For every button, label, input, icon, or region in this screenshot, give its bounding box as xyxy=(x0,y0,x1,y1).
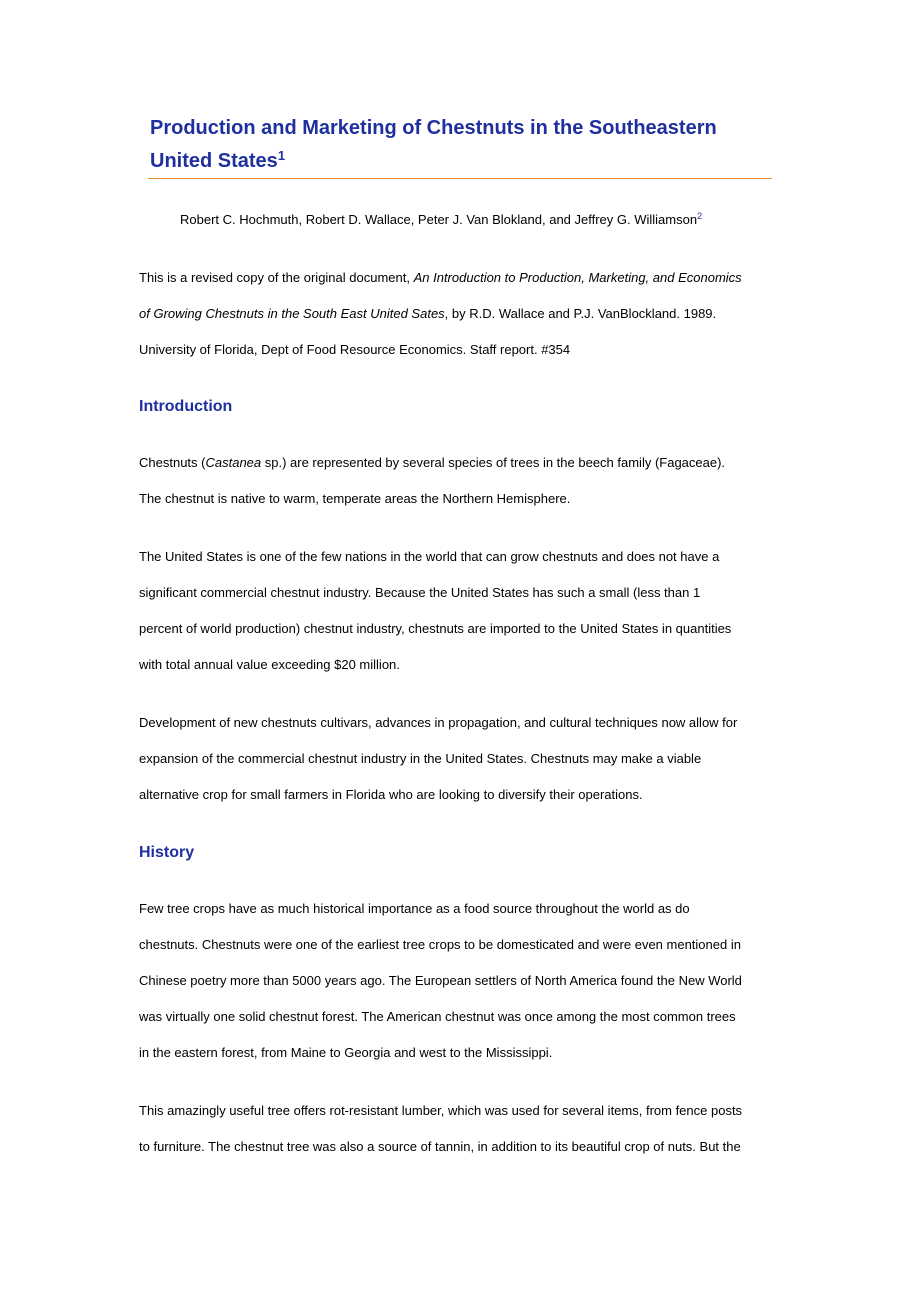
preface-line: This is a revised copy of the original document, An Introduction to Production, Marketing, and Economics xyxy=(139,270,742,285)
paragraph-line: The chestnut is native to warm, temperate areas the Northern Hemisphere. xyxy=(139,491,571,506)
title-line-2: United States xyxy=(150,150,278,172)
paragraph-line: Chinese poetry more than 5000 years ago. The European settlers of North America found the New World xyxy=(139,973,742,988)
paragraph-line: with total annual value exceeding $20 million. xyxy=(139,657,400,672)
intro-paragraph-3 xyxy=(139,705,789,813)
paragraph-line: significant commercial chestnut industry. Because the United States has such a small (less than 1 xyxy=(139,585,701,600)
preface-line: University of Florida, Dept of Food Resource Economics. Staff report. #354 xyxy=(139,342,571,357)
genus-name: Castanea xyxy=(205,455,262,470)
history-paragraph-1 xyxy=(139,891,789,1071)
title-footnote-ref[interactable]: 1 xyxy=(277,148,286,163)
source-title: An Introduction to Production, Marketing, and Economics xyxy=(413,270,742,285)
paragraph-line: percent of world production) chestnut industry, chestnuts are imported to the United States in quantities xyxy=(139,621,732,636)
document-title xyxy=(150,112,772,178)
paragraph-line: alternative crop for small farmers in Florida who are looking to diversify their operations. xyxy=(139,787,643,802)
paragraph-line: to furniture. The chestnut tree was also a source of tannin, in addition to its beautiful crop of nuts. But the xyxy=(139,1139,741,1154)
paragraph-line: Chestnuts (Castanea sp.) are represented by several species of trees in the beech family (Fagaceae). xyxy=(139,455,726,470)
authors-line xyxy=(180,211,702,229)
paragraph-line: Development of new chestnuts cultivars, advances in propagation, and cultural techniques now allow for xyxy=(139,715,738,730)
preface-paragraph xyxy=(139,260,789,368)
paragraph-line: The United States is one of the few nations in the world that can grow chestnuts and does not have a xyxy=(139,549,720,564)
paragraph-line: in the eastern forest, from Maine to Georgia and west to the Mississippi. xyxy=(139,1045,553,1060)
title-line-1: Production and Marketing of Chestnuts in the Southeastern xyxy=(150,117,717,139)
authors-footnote-ref[interactable]: 2 xyxy=(697,211,703,221)
title-divider xyxy=(148,178,772,179)
heading-history: History xyxy=(139,844,195,861)
intro-paragraph-1 xyxy=(139,445,789,517)
authors: Robert C. Hochmuth, Robert D. Wallace, Peter J. Van Blokland, and Jeffrey G. Williamson xyxy=(180,212,698,227)
paragraph-line: This amazingly useful tree offers rot-resistant lumber, which was used for several items, from fence posts xyxy=(139,1103,743,1118)
intro-paragraph-2 xyxy=(139,539,789,683)
paragraph-line: expansion of the commercial chestnut industry in the United States. Chestnuts may make a viable xyxy=(139,751,702,766)
source-title: of Growing Chestnuts in the South East United Sates xyxy=(139,306,445,321)
preface-line: of Growing Chestnuts in the South East United Sates, by R.D. Wallace and P.J. VanBlockland. 1989. xyxy=(139,306,717,321)
title-block xyxy=(150,112,772,178)
paragraph-line: Few tree crops have as much historical importance as a food source throughout the world as do xyxy=(139,901,690,916)
paragraph-line: chestnuts. Chestnuts were one of the earliest tree crops to be domesticated and were even mentioned in xyxy=(139,937,741,952)
heading-introduction: Introduction xyxy=(139,398,233,415)
paragraph-line: was virtually one solid chestnut forest. The American chestnut was once among the most common trees xyxy=(139,1009,736,1024)
history-paragraph-2 xyxy=(139,1093,789,1165)
